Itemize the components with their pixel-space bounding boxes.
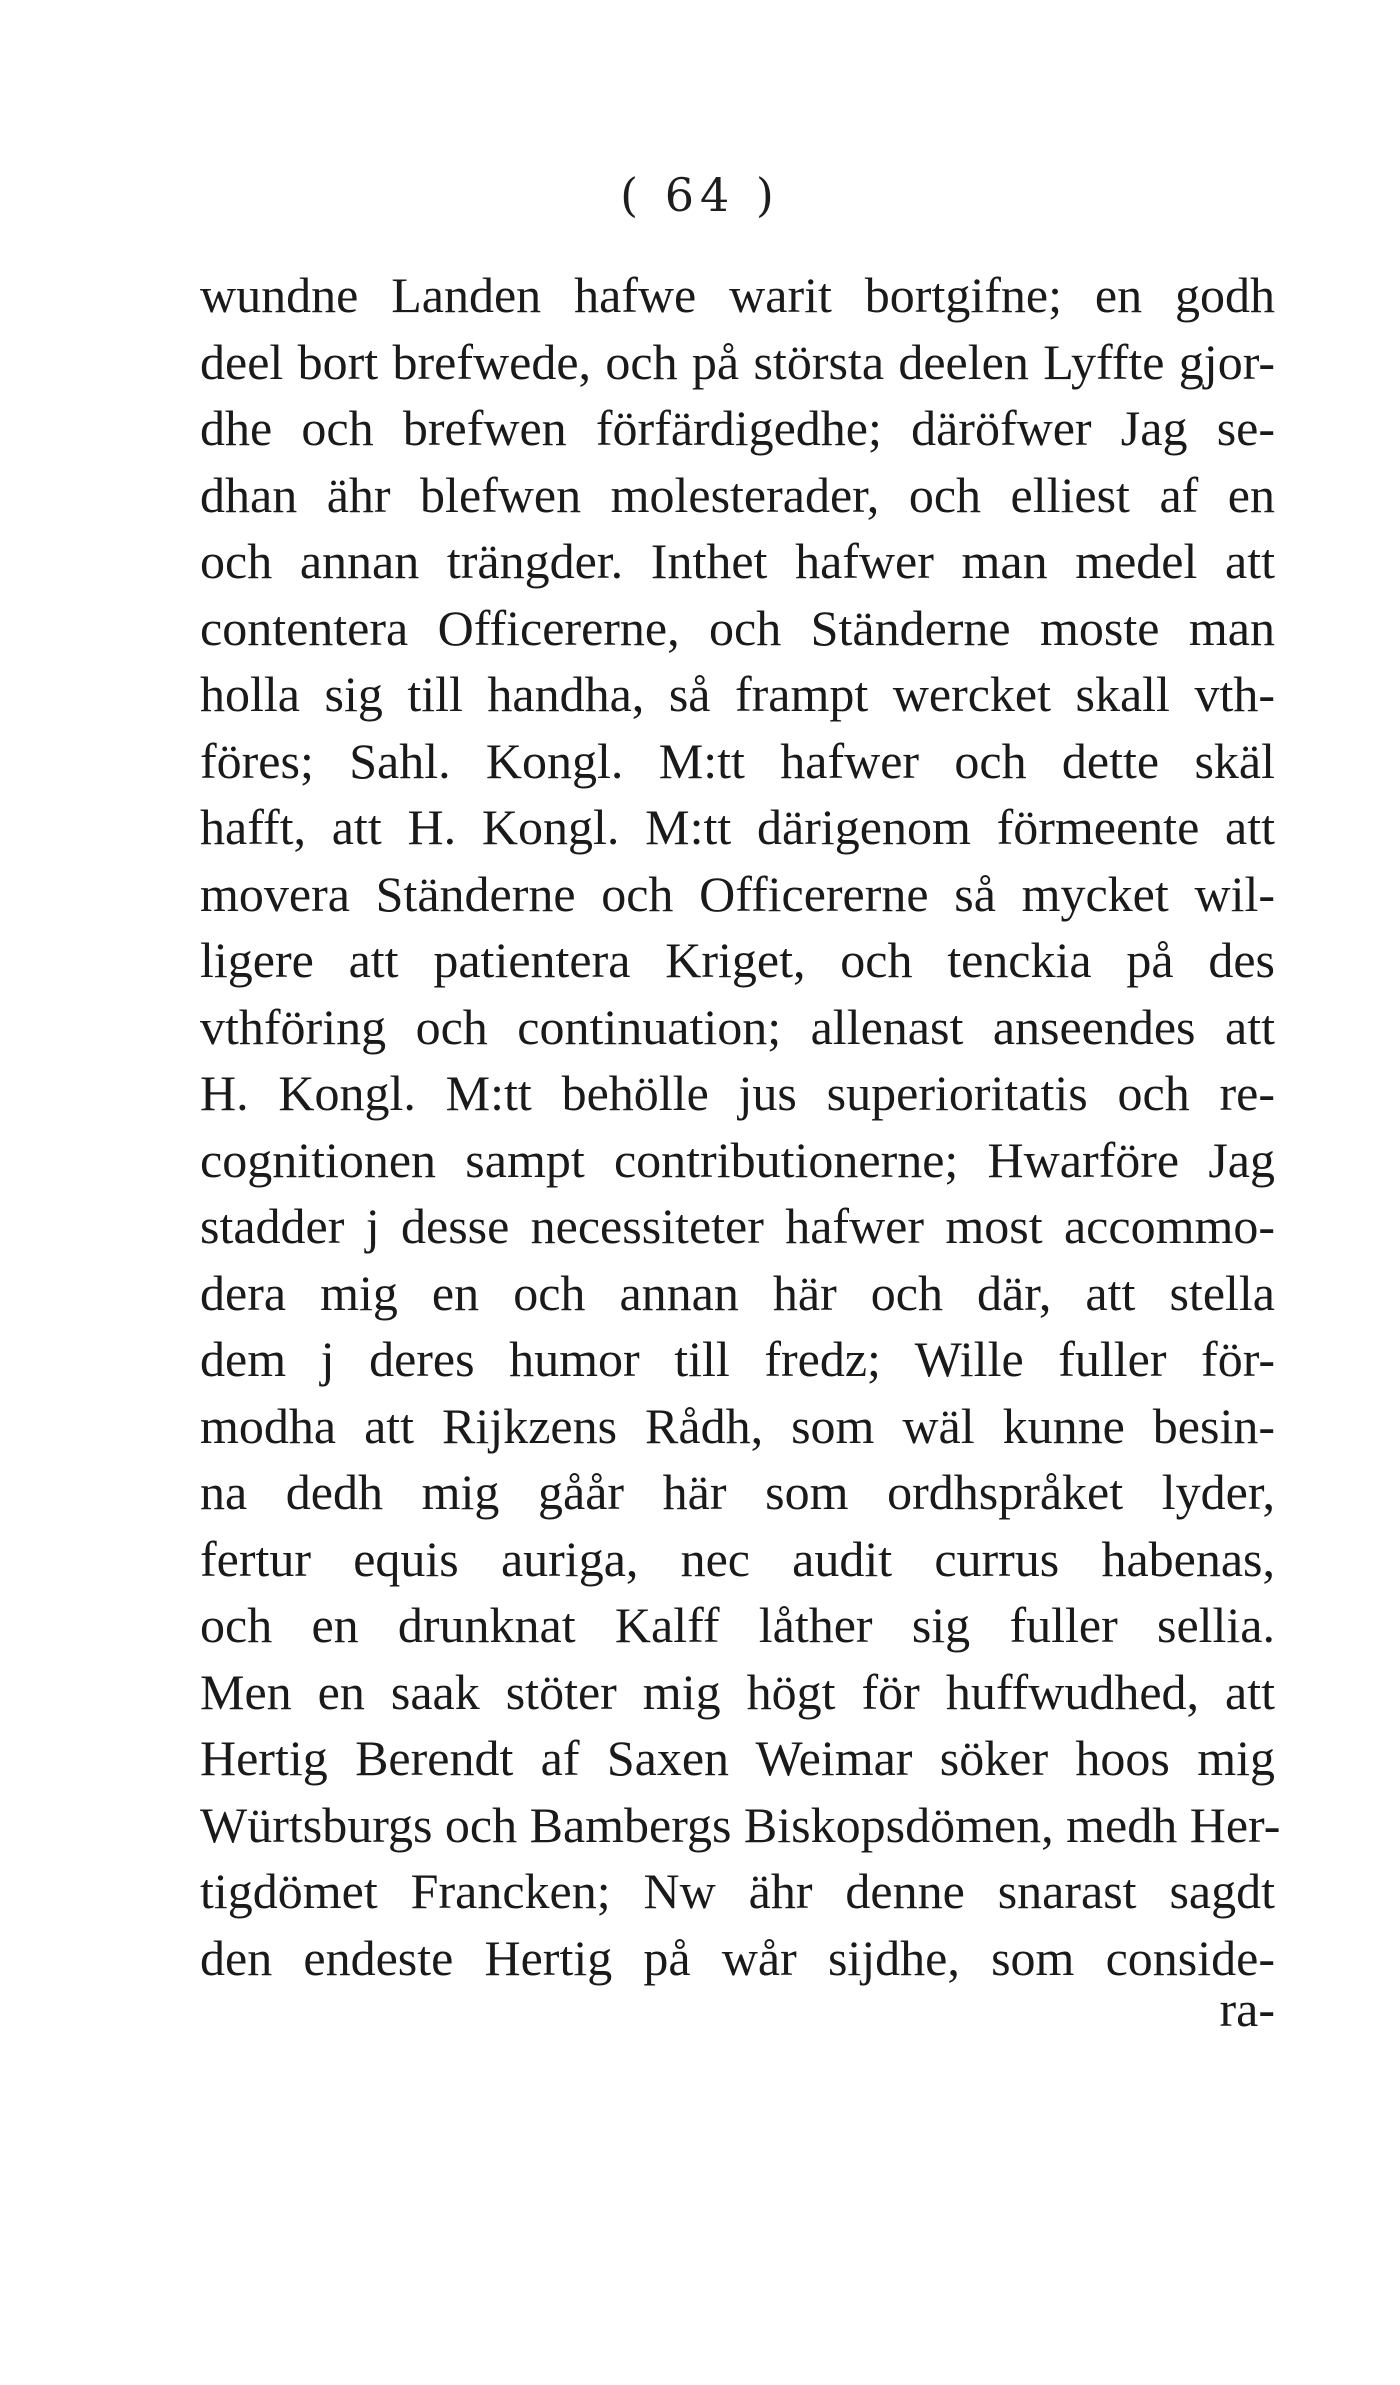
text-line: cognitionen sampt contributionerne; Hwarföre Jag	[200, 1131, 1275, 1188]
text-line: Hertig Berendt af Saxen Weimar söker hoos mig	[200, 1730, 1275, 1786]
text-line: dera mig en och annan här och där, att stella	[200, 1264, 1275, 1321]
text-line: stadder j desse necessiteter hafwer most accommo-	[200, 1198, 1275, 1254]
text-line: dhe och brefwen förfärdigedhe; däröfwer Jag se-	[200, 400, 1275, 456]
text-line: movera Ständerne och Officererne så mycket wil-	[200, 865, 1275, 922]
text-line: ligere att patientera Kriget, och tenckia på des	[200, 932, 1275, 988]
text-line: tigdömet Francken; Nw ähr denne snarast sagdt	[200, 1863, 1275, 1919]
text-line: holla sig till handha, så frampt wercket skall vth-	[200, 666, 1275, 722]
text-line: vthföring och continuation; allenast anseendes att	[200, 998, 1275, 1055]
text-line: den endeste Hertig på wår sijdhe, som conside-	[200, 1929, 1275, 1986]
text-line: fertur equis auriga, nec audit currus habenas,	[200, 1530, 1275, 1587]
text-line: deel bort brefwede, och på största deelen Lyffte gjor-	[200, 333, 1275, 390]
catchword: ra-	[1219, 1981, 1275, 2037]
text-line: Würtsburgs och Bambergs Biskopsdömen, medh Her-	[200, 1796, 1281, 1853]
body-text	[200, 262, 1281, 1991]
text-line: dhan ähr blefwen molesterader, och elliest af en	[200, 466, 1275, 523]
text-line: föres; Sahl. Kongl. M:tt hafwer och dette skäl	[200, 732, 1275, 789]
text-line: modha att Rijkzens Rådh, som wäl kunne besin-	[200, 1397, 1275, 1454]
text-line: hafft, att H. Kongl. M:tt därigenom förmeente att	[200, 799, 1275, 855]
text-line: och annan trängder. Inthet hafwer man medel att	[200, 533, 1275, 589]
text-line: dem j deres humor till fredz; Wille fuller för-	[200, 1331, 1275, 1387]
text-line: contentera Officererne, och Ständerne moste man	[200, 599, 1275, 656]
text-line: na dedh mig gåår här som ordhspråket lyder,	[200, 1464, 1275, 1520]
text-line: Men en saak stöter mig högt för huffwudhed, att	[200, 1663, 1275, 1720]
page-number: ( 64 )	[620, 168, 780, 222]
text-line: H. Kongl. M:tt behölle jus superioritatis och re-	[200, 1065, 1275, 1121]
text-line: och en drunknat Kalff låther sig fuller sellia.	[200, 1597, 1275, 1653]
text-line: wundne Landen hafwe warit bortgifne; en godh	[200, 267, 1275, 323]
